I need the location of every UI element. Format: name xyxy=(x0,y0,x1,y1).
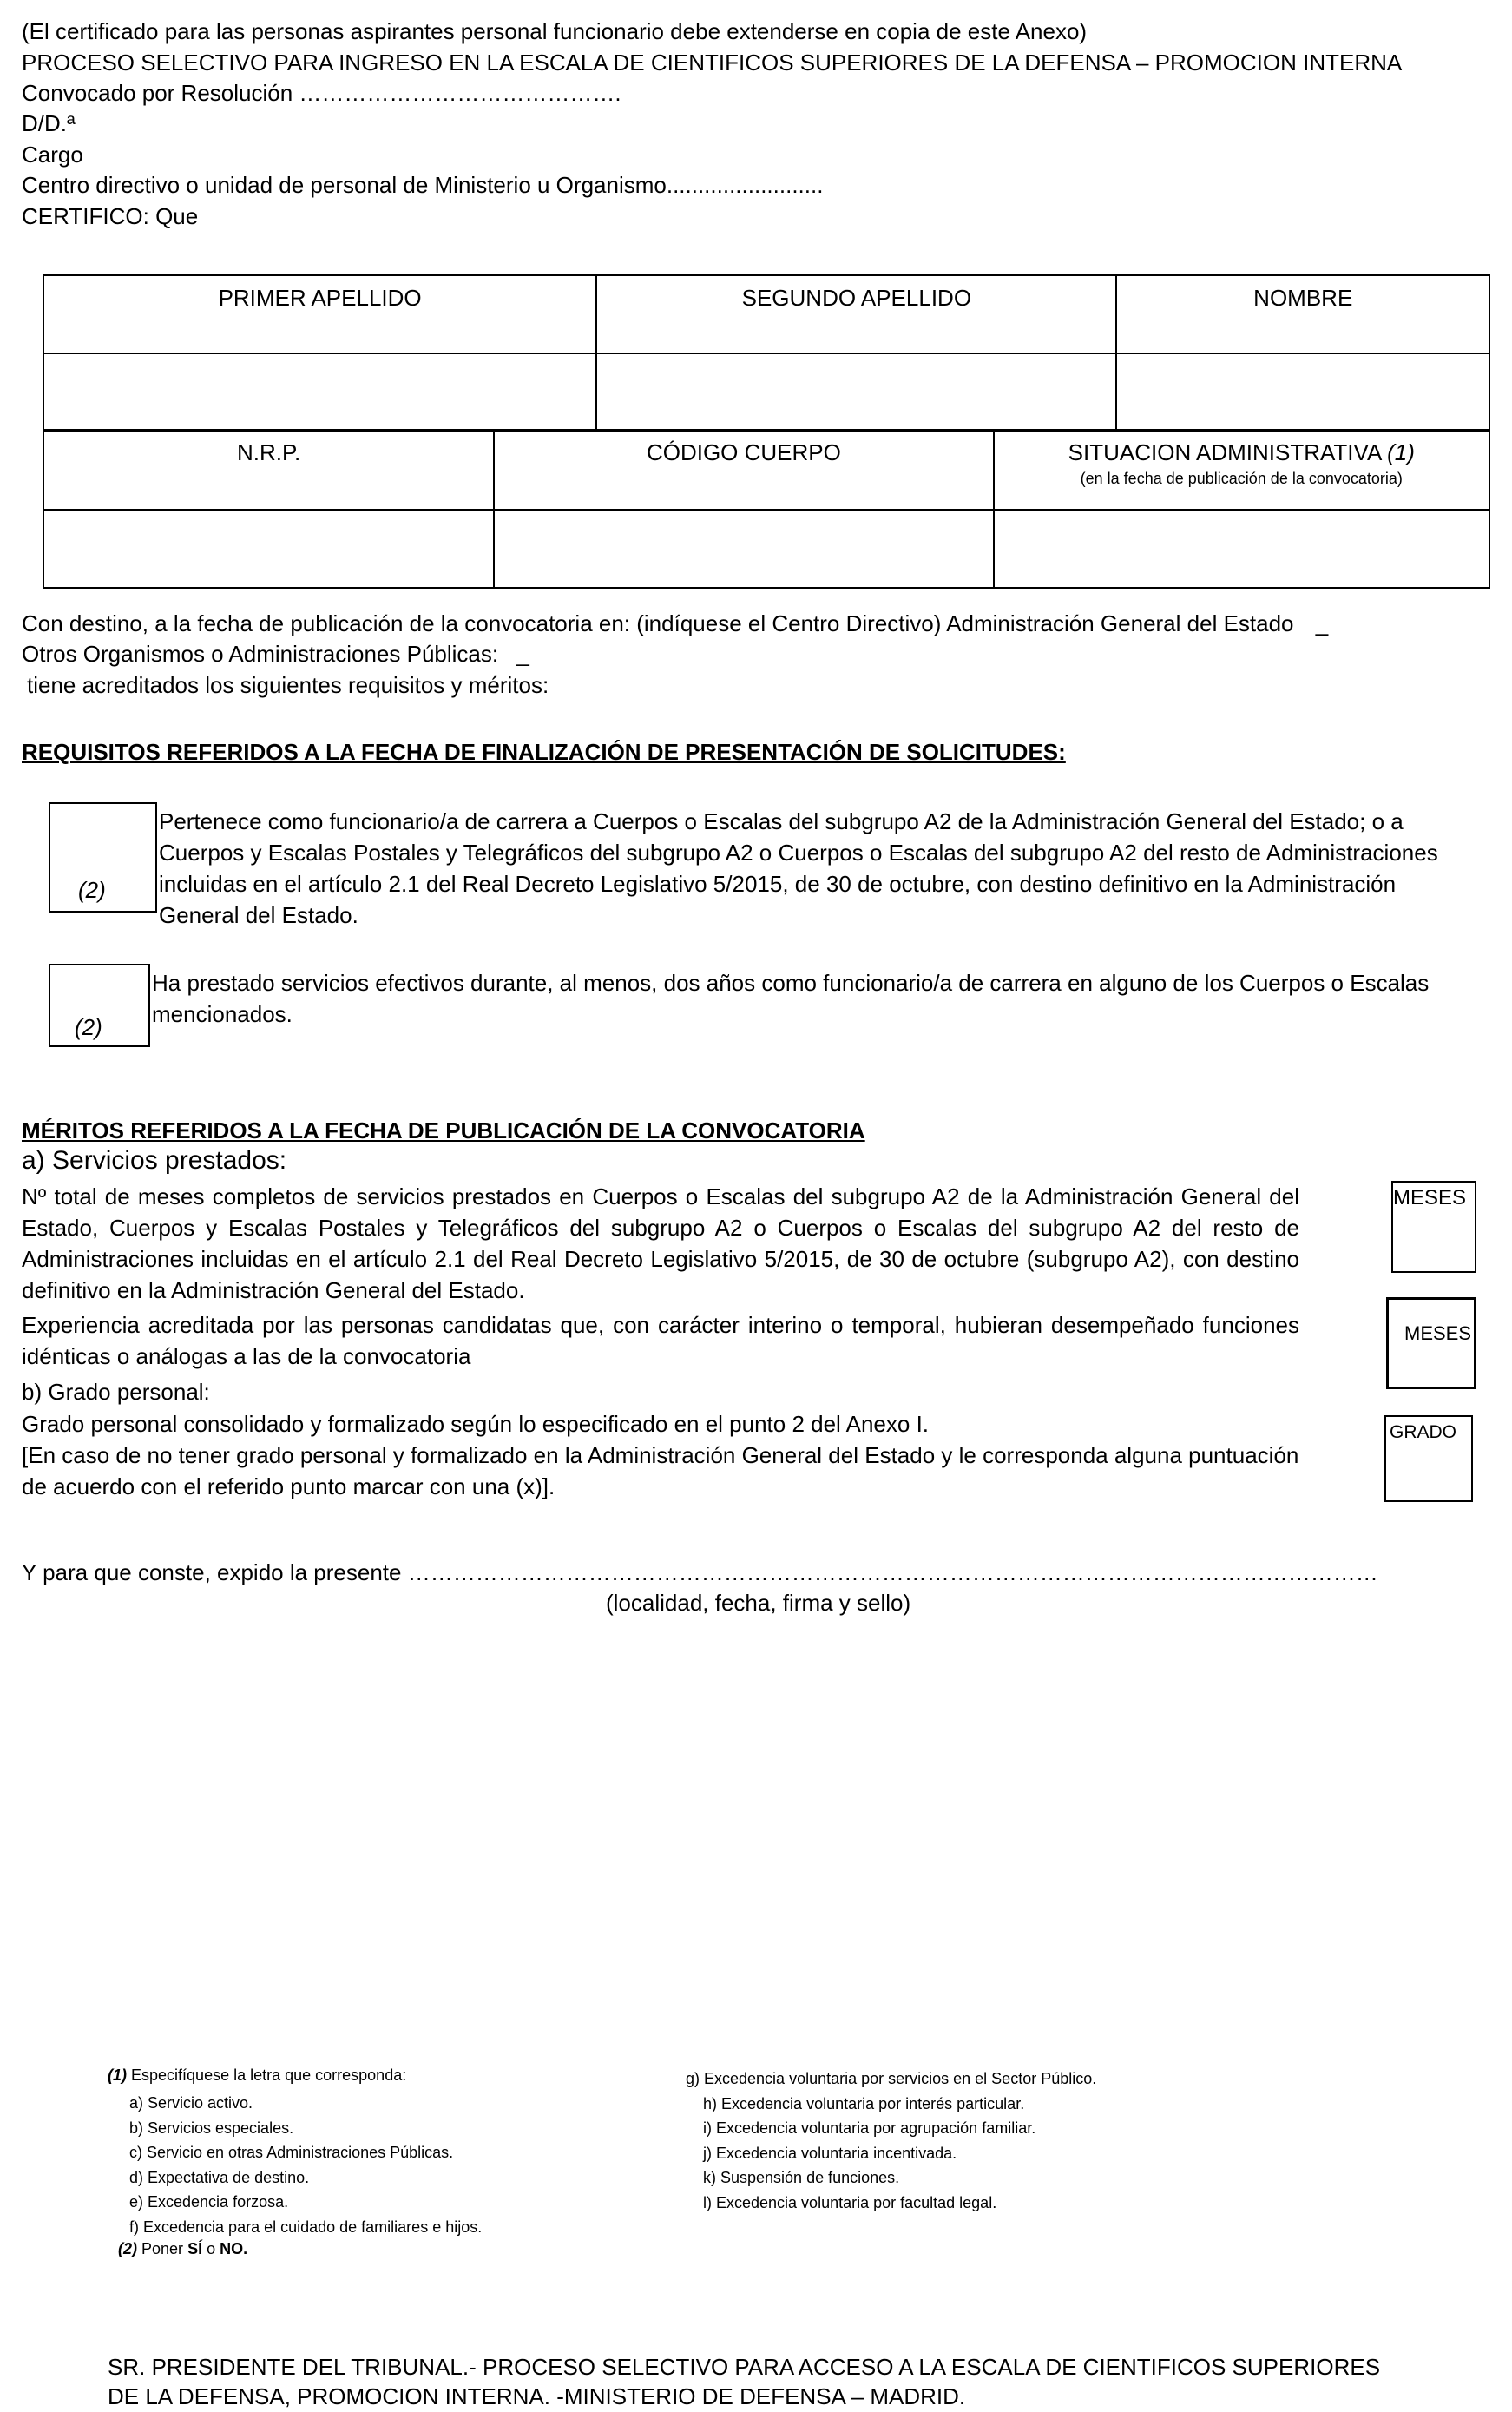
grado-text2: [En caso de no tener grado personal y formalizado en la Administración General del Estado y le corresponda alguna puntuación de acuerdo con el referido punto marcar con una (x)]. xyxy=(22,1442,1299,1499)
footnote-item: k) Suspensión de funciones. xyxy=(703,2169,900,2186)
footnote-item: g) Excedencia voluntaria por servicios en el Sector Público. xyxy=(686,2070,1097,2087)
footnote-2-no: NO. xyxy=(220,2240,248,2257)
addressee-line2: DE LA DEFENSA, PROMOCION INTERNA. -MINISTERIO DE DEFENSA – MADRID. xyxy=(108,2383,966,2409)
footnote-2-pre: Poner xyxy=(141,2240,184,2257)
header-note: (El certificado para las personas aspirantes personal funcionario debe extenderse en copia de este Anexo) xyxy=(22,18,1088,44)
field-segundo-apellido[interactable] xyxy=(596,353,1116,432)
requisito1-text: Pertenece como funcionario/a de carrera a Cuerpos o Escalas del subgrupo A2 de la Administración General del Estado; o a Cuerpos y Escalas Postales y Telegráficos del subgrupo A2 o Cuerpos o Escalas del subgrupo A2 del resto de Administraciones incluidas en el artículo 2.1 del Real Decreto Legislativo 5/2015, de 30 de octubre, con destino definitivo en la Administración General del Estado. xyxy=(159,808,1438,928)
footnote-2-ref: (2) xyxy=(118,2240,137,2257)
meritos-title: MÉRITOS REFERIDOS A LA FECHA DE PUBLICACIÓN DE LA CONVOCATORIA xyxy=(22,1117,865,1143)
situacion-ref: (1) xyxy=(1387,439,1415,465)
meses-experiencia-label: MESES xyxy=(1404,1322,1472,1344)
header-centro: Centro directivo o unidad de personal de Ministerio u Organismo......................... xyxy=(22,172,824,198)
header-certifico: CERTIFICO: Que xyxy=(22,203,199,229)
footnote-2-si: SÍ xyxy=(187,2240,203,2257)
header-situacion xyxy=(994,430,1489,510)
footnote-item: h) Excedencia voluntaria por interés particular. xyxy=(703,2094,1025,2112)
field-nrp[interactable] xyxy=(43,510,494,588)
field-primer-apellido[interactable] xyxy=(43,353,596,432)
footnote-item: j) Excedencia voluntaria incentivada. xyxy=(703,2144,957,2162)
destino-line2 xyxy=(22,638,529,669)
situacion-note: (en la fecha de publicación de la convocatoria) xyxy=(1080,470,1403,487)
requisito1-checkbox[interactable] xyxy=(49,802,157,913)
footnote-item: l) Excedencia voluntaria por facultad legal. xyxy=(703,2193,997,2211)
destino-line1 xyxy=(22,608,1328,639)
header-dd: D/D.ª xyxy=(22,110,76,136)
footnote-right-list xyxy=(686,2066,1096,2215)
field-nombre[interactable] xyxy=(1116,353,1489,432)
header-nrp: N.R.P. xyxy=(43,430,494,510)
meses-servicios-box[interactable] xyxy=(1391,1181,1476,1273)
grado-title: b) Grado personal: xyxy=(22,1379,210,1405)
footnote-item: i) Excedencia voluntaria por agrupación familiar. xyxy=(703,2119,1036,2137)
meses-experiencia-box[interactable] xyxy=(1386,1297,1476,1389)
otros-organismos-text: Otros Organismos o Administraciones Públicas: xyxy=(22,641,499,667)
field-situacion[interactable] xyxy=(994,510,1489,588)
requisito2-text: Ha prestado servicios efectivos durante, al menos, dos años como funcionario/a de carrera en alguno de los Cuerpos o Escalas mencionados. xyxy=(152,970,1430,1027)
footnote-2-o: o xyxy=(207,2240,216,2257)
closing-sub: (localidad, fecha, firma y sello) xyxy=(606,1590,911,1616)
footnote-left-list xyxy=(129,2091,482,2239)
header-codigo-cuerpo: CÓDIGO CUERPO xyxy=(494,430,993,510)
header-primer-apellido: PRIMER APELLIDO xyxy=(43,275,596,353)
header-process: PROCESO SELECTIVO PARA INGRESO EN LA ESCALA DE CIENTIFICOS SUPERIORES DE LA DEFENSA – PROMOCION INTERNA xyxy=(22,49,1403,76)
destino-text: Con destino, a la fecha de publicación de la convocatoria en: (indíquese el Centro Directivo) Administración General del Estado xyxy=(22,610,1294,636)
closing-text: Y para que conste, expido la presente ………………………………………………………………………………………………………………… xyxy=(22,1559,1378,1585)
header-convocado: Convocado por Resolución ……………………………………. xyxy=(22,80,621,106)
servicios-text2: Experiencia acreditada por las personas candidatas que, con carácter interino o temporal, hubieran desempeñado funciones idénticas o análogas a las de la convocatoria xyxy=(22,1312,1299,1369)
header-cargo: Cargo xyxy=(22,142,83,168)
footnote-item: b) Servicios especiales. xyxy=(129,2119,294,2137)
header-segundo-apellido: SEGUNDO APELLIDO xyxy=(596,275,1116,353)
servicios-text1: Nº total de meses completos de servicios prestados en Cuerpos o Escalas del subgrupo A2 de la Administración General del Estado, Cuerpos y Escalas Postales y Telegráficos del subgrupo A2 o Cuerpos o Escalas del subgrupo A2 del resto de Administraciones incluidas en el artículo 2.1 del Real Decreto Legislativo 5/2015, de 30 de octubre (subgrupo A2), con destino definitivo en la Administración General del Estado. xyxy=(22,1183,1299,1303)
header-nombre: NOMBRE xyxy=(1116,275,1489,353)
grado-box[interactable] xyxy=(1384,1415,1473,1502)
footnote-1-text: Especifíquese la letra que corresponda: xyxy=(131,2066,407,2084)
footnote-1-heading xyxy=(108,2066,406,2085)
footnote-item: d) Expectativa de destino. xyxy=(129,2168,310,2186)
requisito2-ref: (2) xyxy=(75,1014,102,1040)
requisito1-ref: (2) xyxy=(78,877,106,903)
addressee-line1: SR. PRESIDENTE DEL TRIBUNAL.- PROCESO SELECTIVO PARA ACCESO A LA ESCALA DE CIENTIFICOS SUPERIORES xyxy=(108,2354,1381,2380)
footnote-item: f) Excedencia para el cuidado de familiares e hijos. xyxy=(129,2218,483,2236)
identity-table-admin xyxy=(43,429,1490,589)
destino-blank-otros[interactable]: _ xyxy=(516,641,529,667)
field-codigo-cuerpo[interactable] xyxy=(494,510,993,588)
grado-label: GRADO xyxy=(1390,1422,1457,1442)
situacion-label: SITUACION ADMINISTRATIVA xyxy=(1068,439,1381,465)
footnote-item: e) Excedencia forzosa. xyxy=(129,2193,289,2211)
destino-blank-age[interactable]: _ xyxy=(1315,610,1329,636)
servicios-title: a) Servicios prestados: xyxy=(22,1146,287,1175)
identity-table-names xyxy=(43,274,1490,432)
requisitos-title: REQUISITOS REFERIDOS A LA FECHA DE FINALIZACIÓN DE PRESENTACIÓN DE SOLICITUDES: xyxy=(22,739,1066,765)
footnote-1-ref: (1) xyxy=(108,2066,127,2084)
footnote-item: a) Servicio activo. xyxy=(129,2094,253,2112)
destino-line3: tiene acreditados los siguientes requisitos y méritos: xyxy=(27,672,549,698)
footnote-2 xyxy=(118,2240,247,2258)
meses-servicios-label: MESES xyxy=(1393,1186,1467,1209)
requisito2-checkbox[interactable] xyxy=(49,964,150,1047)
footnote-item: c) Servicio en otras Administraciones Públicas. xyxy=(129,2144,454,2161)
grado-text1: Grado personal consolidado y formalizado según lo especificado en el punto 2 del Anexo I. xyxy=(22,1411,930,1437)
